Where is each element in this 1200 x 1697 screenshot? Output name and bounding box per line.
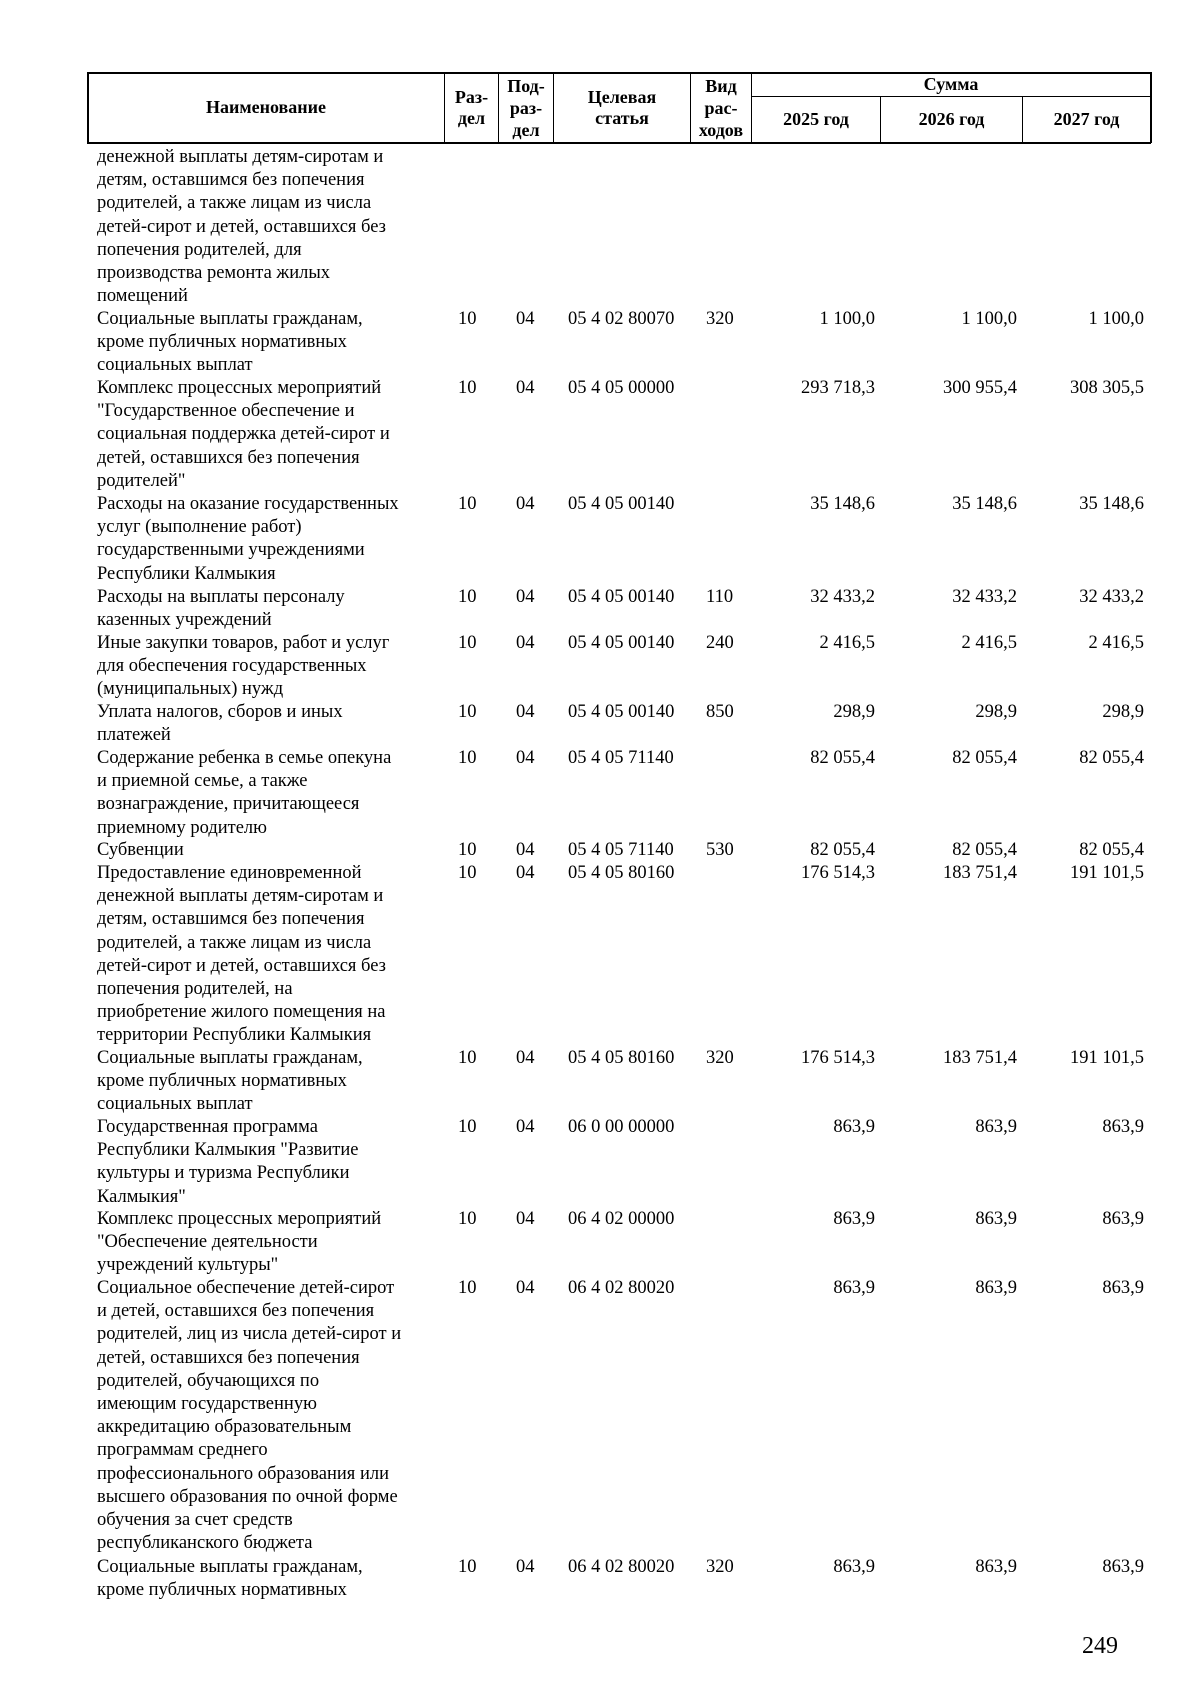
row-target-article: 05 4 05 00000	[568, 378, 675, 398]
header-name: Наименование	[206, 97, 326, 117]
row-target-article: 06 0 00 00000	[568, 1117, 675, 1137]
row-name: Социальное обеспечение детей-сирот и детей, оставшихся без попечения родителей, лиц из числа детей-сирот и детей, оставшихся без попечения родителей, обучающихся по имеющим государственную аккредитацию образовательным программам среднего профессионального образования или высшего образования по очной форме обучения за счет средств республиканского бюджета	[97, 1278, 402, 1554]
row-amount-2025: 82 055,4	[810, 840, 875, 860]
row-razdel: 10	[458, 1048, 477, 1068]
row-expense-type: 850	[706, 702, 734, 722]
row-name: денежной выплаты детям-сиротам и детям, оставшимся без попечения родителей, а также лицам из числа детей-сирот и детей, оставшихся без попечения родителей, для производства ремонта жилых помещений	[97, 147, 386, 307]
header-border-bottom	[87, 142, 1151, 144]
row-target-article: 05 4 02 80070	[568, 309, 675, 329]
row-name: Расходы на оказание государственных услуг (выполнение работ) государственными учреждениями Республики Калмыкия	[97, 494, 399, 584]
row-name: Государственная программа Республики Калмыкия "Развитие культуры и туризма Республики Калмыкия"	[97, 1117, 359, 1207]
row-amount-2027: 863,9	[1102, 1278, 1144, 1298]
row-amount-2025: 2 416,5	[819, 633, 875, 653]
row-podrazdel: 04	[516, 1117, 535, 1137]
row-amount-2026: 300 955,4	[943, 378, 1017, 398]
row-amount-2026: 82 055,4	[952, 748, 1017, 768]
row-name: Уплата налогов, сборов и иных платежей	[97, 702, 343, 746]
row-target-article: 05 4 05 80160	[568, 1048, 675, 1068]
row-podrazdel: 04	[516, 1278, 535, 1298]
row-target-article: 06 4 02 00000	[568, 1209, 675, 1229]
row-name: Комплекс процессных мероприятий "Государственное обеспечение и социальная поддержка детей-сирот и детей, оставшихся без попечения родителей"	[97, 378, 390, 491]
row-amount-2025: 1 100,0	[819, 309, 875, 329]
row-name: Субвенции	[97, 840, 184, 860]
row-amount-2026: 2 416,5	[961, 633, 1017, 653]
row-amount-2025: 176 514,3	[801, 1048, 875, 1068]
row-amount-2027: 2 416,5	[1088, 633, 1144, 653]
row-podrazdel: 04	[516, 840, 535, 860]
row-target-article: 06 4 02 80020	[568, 1557, 675, 1577]
row-name: Комплекс процессных мероприятий "Обеспечение деятельности учреждений культуры"	[97, 1209, 382, 1276]
row-amount-2027: 1 100,0	[1088, 309, 1144, 329]
header-statya: Целевая статья	[587, 86, 657, 128]
row-amount-2026: 183 751,4	[943, 1048, 1017, 1068]
row-podrazdel: 04	[516, 702, 535, 722]
row-amount-2025: 32 433,2	[810, 587, 875, 607]
row-podrazdel: 04	[516, 587, 535, 607]
row-name: Социальные выплаты гражданам, кроме публичных нормативных	[97, 1557, 363, 1601]
row-target-article: 05 4 05 71140	[568, 748, 674, 768]
row-podrazdel: 04	[516, 309, 535, 329]
header-vid: Вид рас- ходов	[698, 75, 744, 140]
row-amount-2026: 863,9	[975, 1557, 1017, 1577]
row-podrazdel: 04	[516, 1209, 535, 1229]
row-podrazdel: 04	[516, 378, 535, 398]
header-year-2027: 2027 год	[1053, 109, 1120, 129]
row-amount-2025: 863,9	[833, 1209, 875, 1229]
row-name: Предоставление единовременной денежной выплаты детям-сиротам и детям, оставшимся без попечения родителей, а также лицам из числа детей-сирот и детей, оставшихся без попечения родителей, на приобретение жилого помещения на территории Республики Калмыкия	[97, 863, 386, 1046]
row-podrazdel: 04	[516, 494, 535, 514]
row-razdel: 10	[458, 309, 477, 329]
row-amount-2027: 191 101,5	[1070, 863, 1144, 883]
row-target-article: 05 4 05 00140	[568, 494, 675, 514]
row-expense-type: 110	[706, 587, 734, 607]
row-razdel: 10	[458, 1209, 477, 1229]
row-amount-2027: 191 101,5	[1070, 1048, 1144, 1068]
row-amount-2027: 863,9	[1102, 1557, 1144, 1577]
header-podrazdel: Под- раз- дел	[507, 75, 545, 140]
row-razdel: 10	[458, 587, 477, 607]
row-razdel: 10	[458, 633, 477, 653]
row-podrazdel: 04	[516, 748, 535, 768]
row-target-article: 05 4 05 00140	[568, 587, 675, 607]
row-expense-type: 530	[706, 840, 734, 860]
row-razdel: 10	[458, 840, 477, 860]
row-amount-2027: 35 148,6	[1079, 494, 1144, 514]
row-name: Социальные выплаты гражданам, кроме публичных нормативных социальных выплат	[97, 1048, 363, 1115]
row-target-article: 05 4 05 71140	[568, 840, 674, 860]
row-amount-2026: 183 751,4	[943, 863, 1017, 883]
row-amount-2026: 298,9	[975, 702, 1017, 722]
row-amount-2025: 298,9	[833, 702, 875, 722]
row-razdel: 10	[458, 378, 477, 398]
row-razdel: 10	[458, 1117, 477, 1137]
row-target-article: 06 4 02 80020	[568, 1278, 675, 1298]
row-razdel: 10	[458, 863, 477, 883]
row-amount-2026: 32 433,2	[952, 587, 1017, 607]
header-razdel: Раз- дел	[454, 86, 489, 128]
header-year-2026: 2026 год	[918, 109, 985, 129]
row-amount-2027: 298,9	[1102, 702, 1144, 722]
row-name: Расходы на выплаты персоналу казенных учреждений	[97, 587, 345, 631]
row-razdel: 10	[458, 494, 477, 514]
row-amount-2027: 82 055,4	[1079, 840, 1144, 860]
row-amount-2025: 863,9	[833, 1278, 875, 1298]
header-summa: Сумма	[923, 74, 979, 94]
row-amount-2025: 863,9	[833, 1117, 875, 1137]
row-amount-2027: 308 305,5	[1070, 378, 1144, 398]
row-amount-2026: 35 148,6	[952, 494, 1017, 514]
row-amount-2026: 863,9	[975, 1209, 1017, 1229]
row-podrazdel: 04	[516, 1557, 535, 1577]
row-amount-2025: 82 055,4	[810, 748, 875, 768]
row-target-article: 05 4 05 00140	[568, 702, 675, 722]
row-podrazdel: 04	[516, 863, 535, 883]
row-target-article: 05 4 05 80160	[568, 863, 675, 883]
row-amount-2026: 82 055,4	[952, 840, 1017, 860]
row-amount-2026: 863,9	[975, 1278, 1017, 1298]
row-amount-2027: 863,9	[1102, 1117, 1144, 1137]
row-razdel: 10	[458, 1557, 477, 1577]
row-amount-2027: 82 055,4	[1079, 748, 1144, 768]
row-expense-type: 240	[706, 633, 734, 653]
row-podrazdel: 04	[516, 1048, 535, 1068]
row-expense-type: 320	[706, 309, 734, 329]
row-name: Социальные выплаты гражданам, кроме публичных нормативных социальных выплат	[97, 309, 363, 376]
row-name: Содержание ребенка в семье опекуна и приемной семье, а также вознаграждение, причитающееся приемному родителю	[97, 748, 392, 838]
row-target-article: 05 4 05 00140	[568, 633, 675, 653]
row-expense-type: 320	[706, 1557, 734, 1577]
row-amount-2025: 176 514,3	[801, 863, 875, 883]
row-podrazdel: 04	[516, 633, 535, 653]
page-number: 249	[1082, 1633, 1118, 1659]
row-name: Иные закупки товаров, работ и услуг для обеспечения государственных (муниципальных) нужд	[97, 633, 390, 700]
row-amount-2025: 863,9	[833, 1557, 875, 1577]
row-amount-2027: 863,9	[1102, 1209, 1144, 1229]
row-razdel: 10	[458, 748, 477, 768]
row-amount-2025: 293 718,3	[801, 378, 875, 398]
row-razdel: 10	[458, 702, 477, 722]
row-amount-2027: 32 433,2	[1079, 587, 1144, 607]
header-border-right	[1150, 72, 1152, 143]
header-year-2025: 2025 год	[783, 109, 849, 129]
row-amount-2026: 863,9	[975, 1117, 1017, 1137]
row-amount-2025: 35 148,6	[810, 494, 875, 514]
row-amount-2026: 1 100,0	[961, 309, 1017, 329]
row-expense-type: 320	[706, 1048, 734, 1068]
row-razdel: 10	[458, 1278, 477, 1298]
